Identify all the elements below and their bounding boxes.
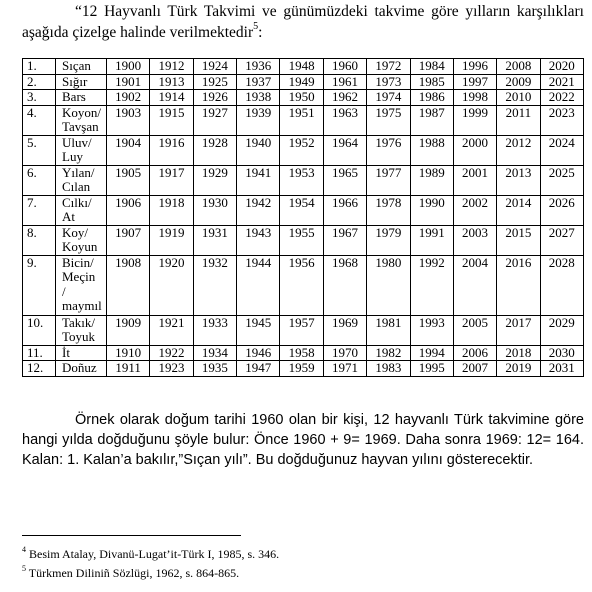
animal-name-line: /	[62, 283, 66, 299]
footnote-separator	[22, 535, 241, 536]
year-cell: 1935	[193, 361, 236, 377]
year-cell: 1948	[280, 59, 323, 75]
year-cell: 1902	[107, 90, 150, 106]
year-cell: 2018	[497, 345, 540, 361]
year-cell: 2029	[540, 315, 583, 345]
table-row	[23, 361, 584, 377]
animal-name-line: Cılan	[62, 179, 91, 194]
year-cell: 2023	[540, 105, 583, 135]
year-cell: 1954	[280, 195, 323, 225]
year-cell: 1978	[367, 195, 410, 225]
year-cell: 1912	[150, 59, 193, 75]
row-number-cell: 10.	[23, 315, 56, 345]
year-cell: 1949	[280, 74, 323, 90]
animal-name-cell	[56, 315, 107, 345]
year-cell: 1919	[150, 225, 193, 255]
year-cell: 1937	[237, 74, 280, 90]
animal-name-line: Takık/	[62, 314, 96, 330]
year-cell: 1963	[323, 105, 366, 135]
year-cell: 1995	[410, 361, 453, 377]
year-cell: 1929	[193, 165, 236, 195]
year-cell: 1927	[193, 105, 236, 135]
year-cell: 1966	[323, 195, 366, 225]
table-row	[23, 90, 584, 106]
year-cell: 1997	[453, 74, 496, 90]
row-number-cell: 11.	[23, 345, 56, 361]
row-number-cell: 7.	[23, 195, 56, 225]
year-cell: 1976	[367, 135, 410, 165]
footnotes	[22, 543, 582, 581]
animal-name-line: Bicin/	[62, 254, 94, 270]
animal-name-cell	[56, 361, 107, 377]
year-cell: 1909	[107, 315, 150, 345]
year-cell: 1943	[237, 225, 280, 255]
year-cell: 2026	[540, 195, 583, 225]
year-cell: 1924	[193, 59, 236, 75]
animal-name-cell	[56, 90, 107, 106]
year-cell: 1973	[367, 74, 410, 90]
year-cell: 1906	[107, 195, 150, 225]
year-cell: 1914	[150, 90, 193, 106]
animal-name-line: Tavşan	[62, 119, 99, 134]
year-cell: 2013	[497, 165, 540, 195]
animal-name-cell	[56, 255, 107, 315]
animal-name-cell	[56, 225, 107, 255]
year-cell: 2000	[453, 135, 496, 165]
row-number-cell: 9.	[23, 255, 56, 315]
year-cell: 1991	[410, 225, 453, 255]
animal-name-line: maymıl	[62, 298, 102, 313]
row-number-cell: 1.	[23, 59, 56, 75]
year-cell: 1953	[280, 165, 323, 195]
animal-name-cell	[56, 195, 107, 225]
year-cell: 1955	[280, 225, 323, 255]
year-cell: 1921	[150, 315, 193, 345]
animal-name-cell	[56, 135, 107, 165]
year-cell: 1960	[323, 59, 366, 75]
year-cell: 2016	[497, 255, 540, 315]
year-cell: 1967	[323, 225, 366, 255]
year-cell: 1934	[193, 345, 236, 361]
table-row	[23, 59, 584, 75]
year-cell: 1918	[150, 195, 193, 225]
animal-name-line: Koy/	[62, 224, 88, 240]
year-cell: 2030	[540, 345, 583, 361]
row-number-cell: 4.	[23, 105, 56, 135]
year-cell: 1903	[107, 105, 150, 135]
animal-name-line: İt	[62, 344, 70, 360]
year-cell: 1908	[107, 255, 150, 315]
year-cell: 1939	[237, 105, 280, 135]
year-cell: 1946	[237, 345, 280, 361]
year-cell: 2015	[497, 225, 540, 255]
footnote-text: Türkmen Diliniñ Sözlügi, 1962, s. 864-865.	[28, 566, 240, 580]
year-cell: 2003	[453, 225, 496, 255]
year-cell: 2017	[497, 315, 540, 345]
row-number-cell: 8.	[23, 225, 56, 255]
year-cell: 1972	[367, 59, 410, 75]
year-cell: 1961	[323, 74, 366, 90]
year-cell: 2009	[497, 74, 540, 90]
year-cell: 2025	[540, 165, 583, 195]
year-cell: 2007	[453, 361, 496, 377]
footnote-item	[22, 543, 582, 562]
year-cell: 1928	[193, 135, 236, 165]
year-cell: 1971	[323, 361, 366, 377]
year-cell: 2019	[497, 361, 540, 377]
animal-name-line: Toyuk	[62, 329, 96, 344]
intro-paragraph	[22, 1, 584, 43]
row-number-cell: 6.	[23, 165, 56, 195]
year-cell: 1985	[410, 74, 453, 90]
year-cell: 1984	[410, 59, 453, 75]
year-cell: 1992	[410, 255, 453, 315]
year-cell: 1936	[237, 59, 280, 75]
table-row	[23, 135, 584, 165]
year-cell: 1947	[237, 361, 280, 377]
animal-name-line: Bars	[62, 89, 86, 104]
animal-name-cell	[56, 345, 107, 361]
year-cell: 2028	[540, 255, 583, 315]
year-cell: 1917	[150, 165, 193, 195]
year-cell: 2024	[540, 135, 583, 165]
year-cell: 2020	[540, 59, 583, 75]
table-row	[23, 345, 584, 361]
year-cell: 1968	[323, 255, 366, 315]
year-cell: 1956	[280, 255, 323, 315]
year-cell: 2031	[540, 361, 583, 377]
year-cell: 2027	[540, 225, 583, 255]
year-cell: 1958	[280, 345, 323, 361]
year-cell: 1904	[107, 135, 150, 165]
year-cell: 1915	[150, 105, 193, 135]
footnote-ref-5: 5	[253, 20, 259, 32]
animal-name-line: Meçin	[62, 269, 96, 284]
animal-name-line: Doñuz	[62, 360, 97, 375]
animal-calendar-table	[22, 58, 584, 377]
year-cell: 2021	[540, 74, 583, 90]
year-cell: 1974	[367, 90, 410, 106]
footnote-text: Besim Atalay, Divanü-Lugat’it-Türk I, 1985, s. 346.	[29, 547, 280, 561]
year-cell: 1999	[453, 105, 496, 135]
year-cell: 1970	[323, 345, 366, 361]
year-cell: 1933	[193, 315, 236, 345]
year-cell: 2002	[453, 195, 496, 225]
year-cell: 1952	[280, 135, 323, 165]
year-cell: 1964	[323, 135, 366, 165]
animal-name-line: Sıçan	[62, 58, 91, 73]
year-cell: 2022	[540, 90, 583, 106]
year-cell: 2008	[497, 59, 540, 75]
year-cell: 1998	[453, 90, 496, 106]
row-number-cell: 2.	[23, 74, 56, 90]
animal-name-cell	[56, 59, 107, 75]
year-cell: 1950	[280, 90, 323, 106]
year-cell: 1982	[367, 345, 410, 361]
footnote-number: 4	[22, 545, 26, 554]
animal-name-line: Luy	[62, 149, 83, 164]
year-cell: 1940	[237, 135, 280, 165]
year-cell: 2014	[497, 195, 540, 225]
year-cell: 1932	[193, 255, 236, 315]
year-cell: 1962	[323, 90, 366, 106]
year-cell: 1944	[237, 255, 280, 315]
footnote-number: 5	[22, 564, 26, 573]
table-row	[23, 255, 584, 315]
year-cell: 1931	[193, 225, 236, 255]
intro-tail: :	[258, 24, 263, 41]
example-paragraph: Örnek olarak doğum tarihi 1960 olan bir kişi, 12 hayvanlı Türk takvimine göre hangi yılda doğduğunu şöyle bulur: Önce 1960 + 9= 1969. Daha sonra 1969: 12= 164. Kalan: 1. Kalan’a bakılır,”Sıçan yılı”. Bu doğduğunuz hayvan yılını gösterecektir.	[22, 412, 584, 468]
row-number-cell: 12.	[23, 361, 56, 377]
animal-name-line: Uluv/	[62, 134, 92, 150]
year-cell: 1930	[193, 195, 236, 225]
year-cell: 1977	[367, 165, 410, 195]
year-cell: 1994	[410, 345, 453, 361]
year-cell: 1945	[237, 315, 280, 345]
table-row	[23, 165, 584, 195]
year-cell: 1969	[323, 315, 366, 345]
animal-name-cell	[56, 74, 107, 90]
year-cell: 1996	[453, 59, 496, 75]
year-cell: 1986	[410, 90, 453, 106]
year-cell: 1926	[193, 90, 236, 106]
year-cell: 1900	[107, 59, 150, 75]
year-cell: 2004	[453, 255, 496, 315]
year-cell: 1979	[367, 225, 410, 255]
year-cell: 2012	[497, 135, 540, 165]
year-cell: 1981	[367, 315, 410, 345]
year-cell: 1975	[367, 105, 410, 135]
table-row	[23, 74, 584, 90]
year-cell: 1993	[410, 315, 453, 345]
year-cell: 1910	[107, 345, 150, 361]
year-cell: 1920	[150, 255, 193, 315]
animal-name-cell	[56, 165, 107, 195]
animal-name-line: Sığır	[62, 73, 88, 89]
year-cell: 1907	[107, 225, 150, 255]
table-row	[23, 225, 584, 255]
year-cell: 1942	[237, 195, 280, 225]
year-cell: 2005	[453, 315, 496, 345]
year-cell: 1911	[107, 361, 150, 377]
row-number-cell: 3.	[23, 90, 56, 106]
table-row	[23, 315, 584, 345]
animal-name-line: Cılkı/	[62, 194, 92, 210]
year-cell: 2010	[497, 90, 540, 106]
footnote-item	[22, 562, 582, 581]
year-cell: 1988	[410, 135, 453, 165]
animal-name-line: At	[62, 209, 75, 224]
year-cell: 1913	[150, 74, 193, 90]
year-cell: 1990	[410, 195, 453, 225]
year-cell: 1916	[150, 135, 193, 165]
year-cell: 2011	[497, 105, 540, 135]
year-cell: 1922	[150, 345, 193, 361]
year-cell: 1901	[107, 74, 150, 90]
animal-name-cell	[56, 105, 107, 135]
year-cell: 1965	[323, 165, 366, 195]
animal-name-line: Koyun	[62, 239, 98, 254]
animal-name-line: Koyon/	[62, 104, 101, 120]
row-number-cell: 5.	[23, 135, 56, 165]
year-cell: 1980	[367, 255, 410, 315]
year-cell: 1923	[150, 361, 193, 377]
year-cell: 2006	[453, 345, 496, 361]
year-cell: 1983	[367, 361, 410, 377]
year-cell: 1925	[193, 74, 236, 90]
year-cell: 1905	[107, 165, 150, 195]
year-cell: 1987	[410, 105, 453, 135]
animal-name-line: Yılan/	[62, 164, 95, 180]
year-cell: 1951	[280, 105, 323, 135]
table-row	[23, 195, 584, 225]
year-cell: 1938	[237, 90, 280, 106]
year-cell: 1959	[280, 361, 323, 377]
table-body	[23, 59, 584, 377]
year-cell: 1941	[237, 165, 280, 195]
intro-text: “12 Hayvanlı Türk Takvimi ve günümüzdeki takvime göre yılların karşılıkları aşağıda çizelge halinde verilmektedir	[22, 3, 584, 41]
table-row	[23, 105, 584, 135]
year-cell: 2001	[453, 165, 496, 195]
year-cell: 1989	[410, 165, 453, 195]
year-cell: 1957	[280, 315, 323, 345]
